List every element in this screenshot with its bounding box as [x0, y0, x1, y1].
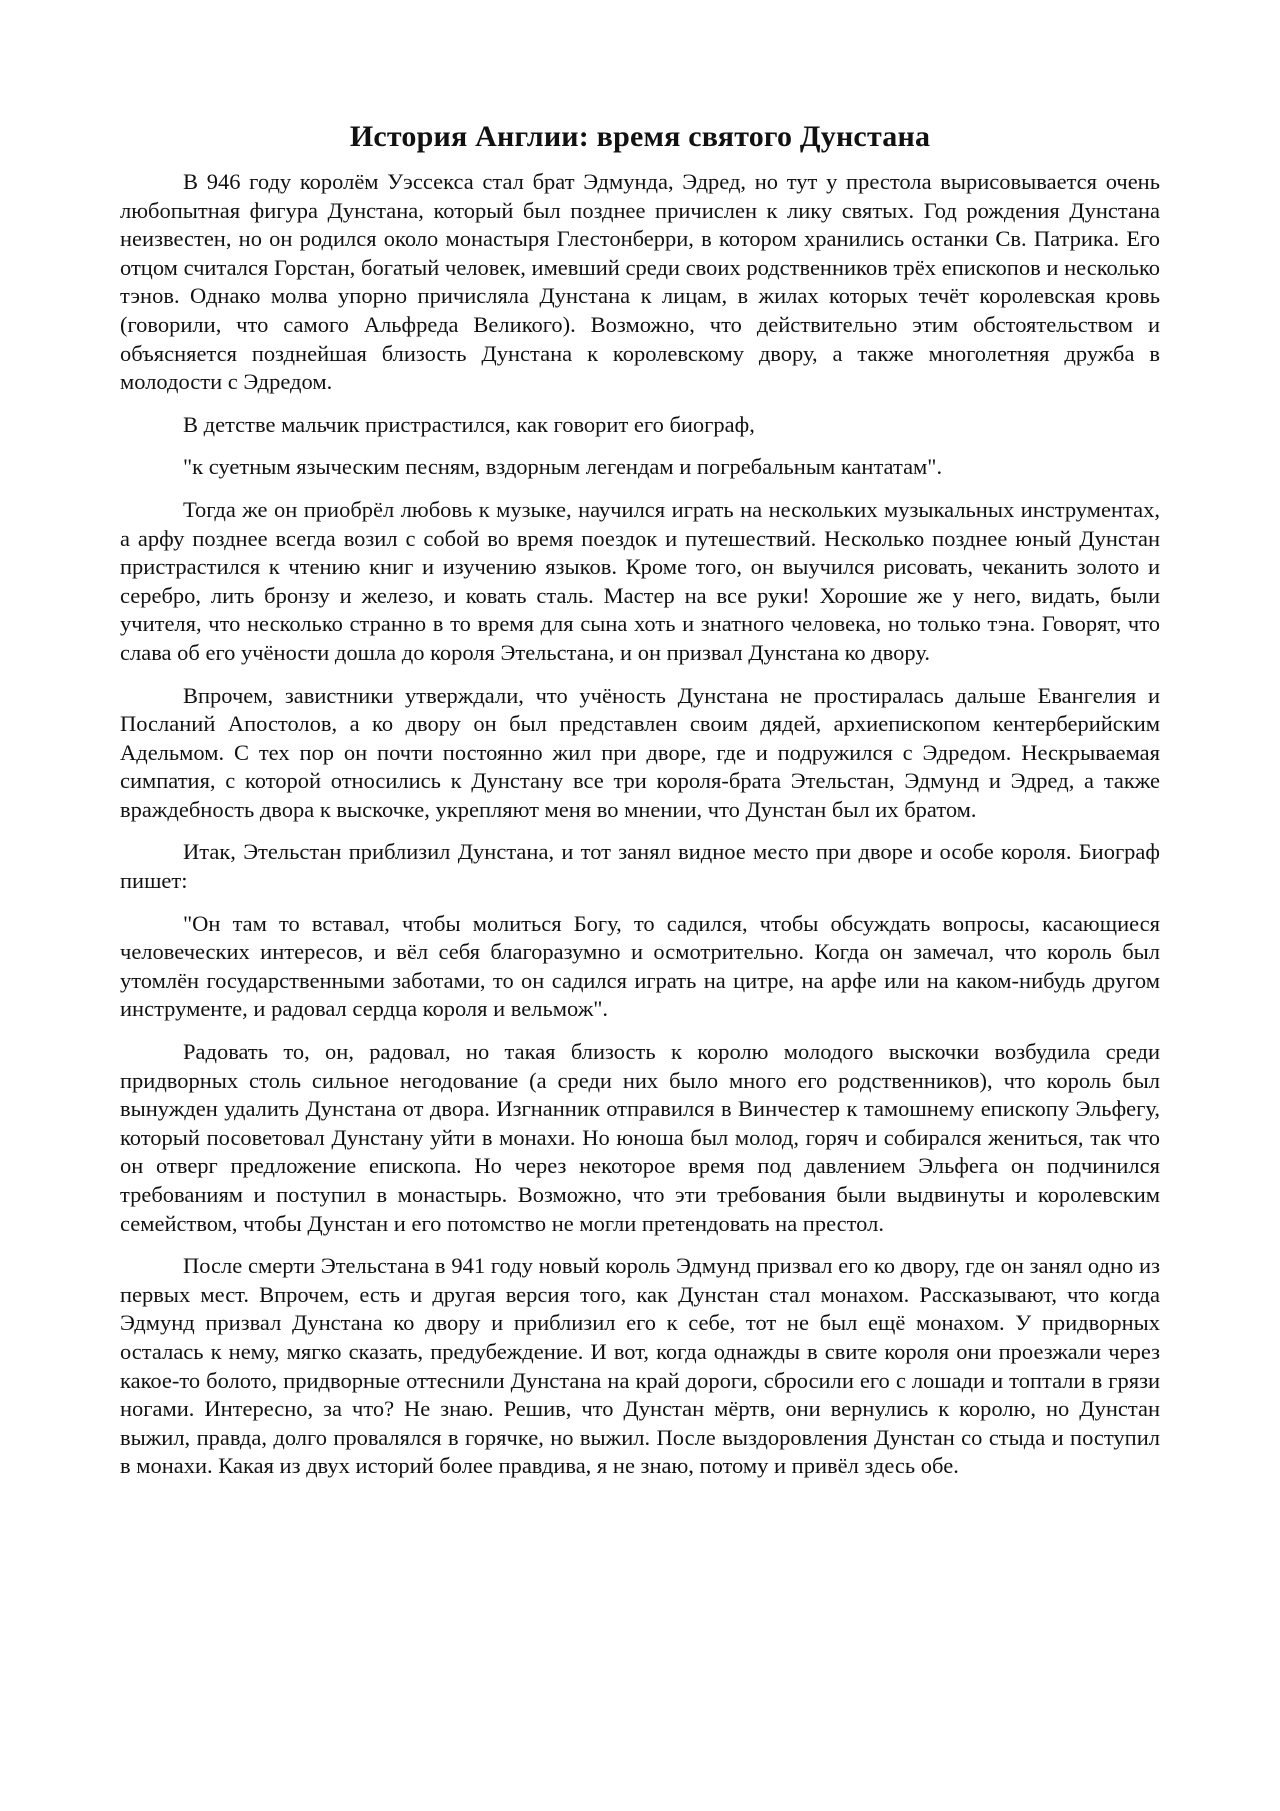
paragraph-6: Радовать то, он, радовал, но такая близость к королю молодого выскочки возбудила среди придворных столь сильное негодование (а среди них было много его родственников), что король был вынужден удалить Дунстана от двора. Изгнанник отправился в Винчестер к тамошнему епископу Эльфегу, который посоветовал Дунстану уйти в монахи. Но юноша был молод, горяч и собирался жениться, так что он отверг предложение епископа. Но через некоторое время под давлением Эльфега он подчинился требованиям и поступил в монастырь. Возможно, что эти требования были выдвинуты и королевским семейством, чтобы Дунстан и его потомство не могли претендовать на престол. — [120, 1039, 1160, 1236]
paragraph-4: Впрочем, завистники утверждали, что учёность Дунстана не простиралась дальше Евангелия и Посланий Апостолов, а ко двору он был представлен своим дядей, архиепископом кентерберийским Адельмом. С тех пор он почти постоянно жил при дворе, где и подружился с Эдредом. Нескрываемая симпатия, с которой относились к Дунстану все три короля-брата Этельстан, Эдмунд и Эдред, а также враждебность двора к выскочке, укрепляют меня во мнении, что Дунстан был их братом. — [120, 682, 1160, 822]
paragraph-2: В детстве мальчик пристрастился, как говорит его биограф, — [183, 411, 755, 437]
paragraph-7: После смерти Этельстана в 941 году новый король Эдмунд призвал его ко двору, где он занял одно из первых мест. Впрочем, есть и другая версия того, как Дунстан стал монахом. Рассказывают, что когда Эдмунд призвал Дунстана ко двору и приблизил его к себе, тот не был ещё монахом. У придворных осталась к нему, мягко сказать, предубеждение. И вот, когда однажды в свите короля они проезжали через какое-то болото, придворные оттеснили Дунстана на край дороги, сбросили его с лошади и топтали в грязи ногами. Интересно, за что? Не знаю. Решив, что Дунстан мёртв, они вернулись к королю, но Дунстан выжил, правда, долго провалялся в горячке, но выжил. После выздоровления Дунстан со стыда и поступил в монахи. Какая из двух историй более правдива, я не знаю, потому и привёл здесь обе. — [120, 1253, 1160, 1479]
document-title: История Англии: время святого Дунстана — [349, 120, 931, 153]
paragraph-1: В 946 году королём Уэссекса стал брат Эдмунда, Эдред, но тут у престола вырисовывается очень любопытная фигура Дунстана, который был позднее причислен к лику святых. Год рождения Дунстана неизвестен, но он родился около монастыря Глестонберри, в котором хранились останки Св. Патрика. Его отцом считался Горстан, богатый человек, имевший среди своих родственников трёх епископов и несколько тэнов. Однако молва упорно причисляла Дунстана к лицам, в жилах которых течёт королевская кровь (говорили, что самого Альфреда Великого). Возможно, что действительно этим обстоятельством и объясняется позднейшая близость Дунстана к королевскому двору, а также многолетняя дружба в молодости с Эдредом. — [120, 169, 1160, 395]
paragraph-5: Итак, Этельстан приблизил Дунстана, и тот занял видное место при дворе и особе короля. Биограф пишет: — [120, 839, 1160, 894]
document-page — [120, 118, 1160, 1481]
paragraph-3: Тогда же он приобрёл любовь к музыке, научился играть на нескольких музыкальных инструментах, а арфу позднее всегда возил с собой во время поездок и путешествий. Несколько позднее юный Дунстан пристрастился к чтению книг и изучению языков. Кроме того, он выучился рисовать, чеканить золото и серебро, лить бронзу и железо, и ковать сталь. Мастер на все руки! Хорошие же у него, видать, были учителя, что несколько странно в то время для сына хоть и знатного человека, но только тэна. Говорят, что слава об его учёности дошла до короля Этельстана, и он призвал Дунстана ко двору. — [120, 496, 1160, 665]
quote-2: "Он там то вставал, чтобы молиться Богу, то садился, чтобы обсуждать вопросы, касающиеся человеческих интересов, и вёл себя благоразумно и осмотрительно. Когда он замечал, что король был утомлён государственными заботами, то он садился играть на цитре, на арфе или на каком-нибудь другом инструменте, и радовал сердца короля и вельмож". — [120, 910, 1160, 1022]
quote-1: "к суетным языческим песням, вздорным легендам и погребальным кантатам". — [183, 454, 943, 480]
